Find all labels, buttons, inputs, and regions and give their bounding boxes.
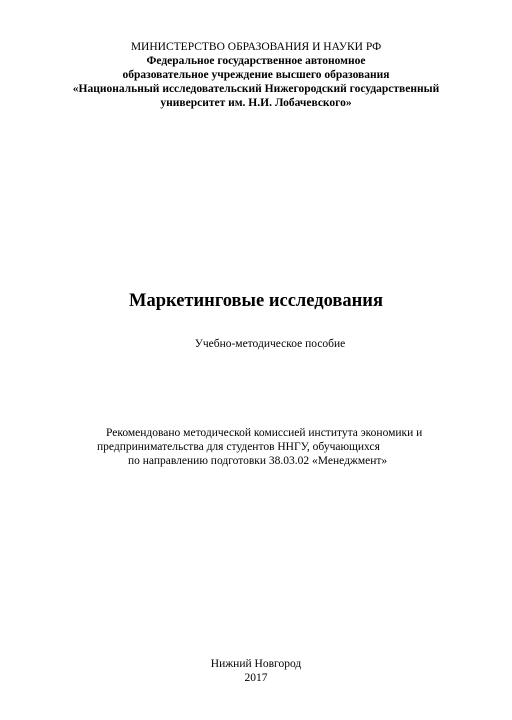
institution-line-3: «Национальный исследовательский Нижегородский государственный <box>72 83 440 95</box>
document-title: Маркетинговые исследования <box>129 291 383 311</box>
institution-line-1: Федеральное государственное автономное <box>146 55 366 67</box>
document-subtitle: Учебно-методическое пособие <box>194 338 346 350</box>
ministry-line: МИНИСТЕРСТВО ОБРАЗОВАНИЯ И НАУКИ РФ <box>130 41 382 53</box>
publication-footer <box>0 657 512 685</box>
recommendation-line-2: предпринимательства для студентов ННГУ, обучающихся <box>97 441 380 453</box>
recommendation-line-3: по направлению подготовки 38.03.02 «Менеджмент» <box>128 455 388 467</box>
publication-year: 2017 <box>244 672 268 684</box>
recommendation-block <box>0 426 512 468</box>
institution-header <box>0 40 512 110</box>
institution-line-2: образовательное учреждение высшего образования <box>122 69 390 81</box>
recommendation-line-1: Рекомендовано методической комиссией института экономики и <box>106 427 423 439</box>
institution-line-4: университет им. Н.И. Лобачевского» <box>160 97 352 109</box>
publication-city: Нижний Новгород <box>210 658 302 670</box>
